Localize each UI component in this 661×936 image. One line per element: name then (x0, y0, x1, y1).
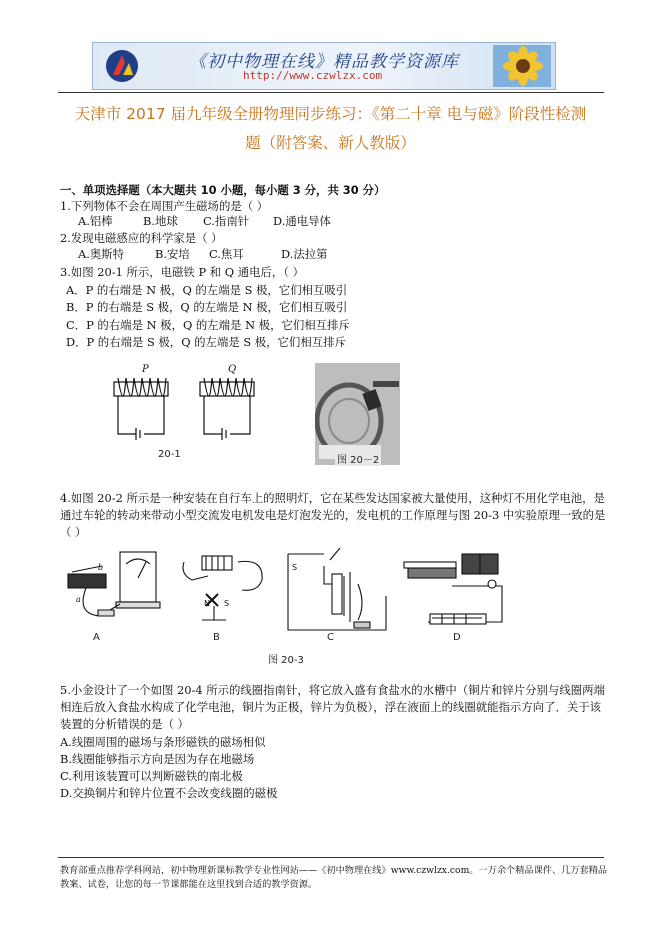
q2-option-a: A.奥斯特 (78, 247, 125, 261)
label-s-mark-b: S (224, 599, 230, 608)
q1-option-a: A.铝棒 (78, 214, 113, 228)
q2-option-d: D.法拉第 (281, 247, 328, 261)
figure-20-2-caption: 图 20－2 (335, 451, 381, 466)
question-3-stem: 3.如图 20-1 所示，电磁铁 P 和 Q 通电后，（ ） (60, 265, 304, 279)
figure-20-1-caption: 20-1 (158, 449, 181, 460)
figure-20-3-option-b: B (213, 632, 220, 643)
q3-option-c: C．P 的右端是 N 极，Q 的左端是 N 极，它们相互排斥 (66, 318, 350, 332)
footer-rule (58, 857, 604, 858)
figure-20-3-caption: 图 20-3 (268, 655, 304, 666)
q5-option-a: A.线圈周围的磁场与条形磁铁的磁场相似 (60, 735, 266, 749)
question-1-stem: 1.下列物体不会在周围产生磁场的是（ ） (60, 199, 269, 213)
question-2-stem: 2.发现电磁感应的科学家是（ ） (60, 231, 223, 245)
q1-option-b: B.地球 (143, 214, 178, 228)
question-5-stem: 5.小金设计了一个如图 20-4 所示的线圈指南针，将它放入盛有食盐水的水槽中（铜片和锌片分别与线圈两端相连后放入食盐水构成了化学电池，铜片为正极，锌片为负极），浮在液面上的线圈就能指示方向了．关于该装置的分析错误的是（ ） (60, 683, 605, 731)
document-title-line2: 题（附答案、新人教版） (245, 134, 416, 152)
figure-20-1-electromagnets (100, 360, 280, 442)
page-footer: 教育部重点推荐学科网站，初中物理新课标教学专业性网站——《初中物理在线》www.czwlzx.com。一万余个精品课件、几万套精品教案、试卷，让您的每一节课都能在这里找到合适的教学资源。 (60, 865, 608, 890)
header-rule (58, 92, 604, 93)
site-banner (92, 42, 556, 90)
figure-20-3-option-a: A (93, 632, 100, 643)
q5-option-b: B.线圈能够指示方向是因为存在地磁场 (60, 752, 255, 766)
figure-20-3-experiments (62, 544, 510, 636)
site-logo-icon (105, 49, 139, 83)
q3-option-a: A．P 的右端是 N 极，Q 的左端是 S 极，它们相互吸引 (66, 283, 348, 297)
section-heading: 一、单项选择题（本大题共 10 小题，每小题 3 分，共 30 分） (60, 183, 386, 197)
label-b-mark: b (98, 563, 104, 572)
q3-option-b: B．P 的右端是 S 极，Q 的左端是 N 极，它们相互吸引 (66, 300, 348, 314)
figure-20-2-bicycle-photo (315, 363, 400, 465)
label-p: P (142, 364, 149, 375)
document-title-line1: 天津市 2017 届九年级全册物理同步练习：《第二十章 电与磁》阶段性检测 (74, 105, 587, 123)
q1-option-d: D.通电导体 (273, 214, 331, 228)
question-4-stem: 4.如图 20-2 所示是一种安装在自行车上的照明灯，它在某些发达国家被大量使用，这种灯不用化学电池，是通过车轮的转动来带动小型交流发电机发电是灯泡发光的，发电机的工作原理与图 20-3 中实验原理一致的是（ ） (60, 491, 606, 539)
banner-url[interactable]: http://www.czwlzx.com (243, 69, 383, 82)
q1-option-c: C.指南针 (203, 214, 250, 228)
q5-option-c: C.利用该装置可以判断磁铁的南北极 (60, 769, 243, 783)
q5-option-d: D.交换铜片和锌片位置不会改变线圈的磁极 (60, 786, 278, 800)
sunflower-icon (493, 45, 551, 87)
label-n-mark: N (204, 599, 210, 608)
banner-title: 《初中物理在线》精品教学资源库 (189, 52, 459, 72)
q2-option-b: B.安培 (155, 247, 190, 261)
figure-20-3-option-c: C (327, 632, 334, 643)
label-a-mark: a (76, 595, 81, 604)
figure-20-3-option-d: D (453, 632, 461, 643)
q3-option-d: D．P 的右端是 S 极，Q 的左端是 S 极，它们相互排斥 (66, 335, 346, 349)
label-s-mark-c: S (292, 563, 298, 572)
q2-option-c: C.焦耳 (209, 247, 244, 261)
label-q: Q (228, 364, 237, 375)
